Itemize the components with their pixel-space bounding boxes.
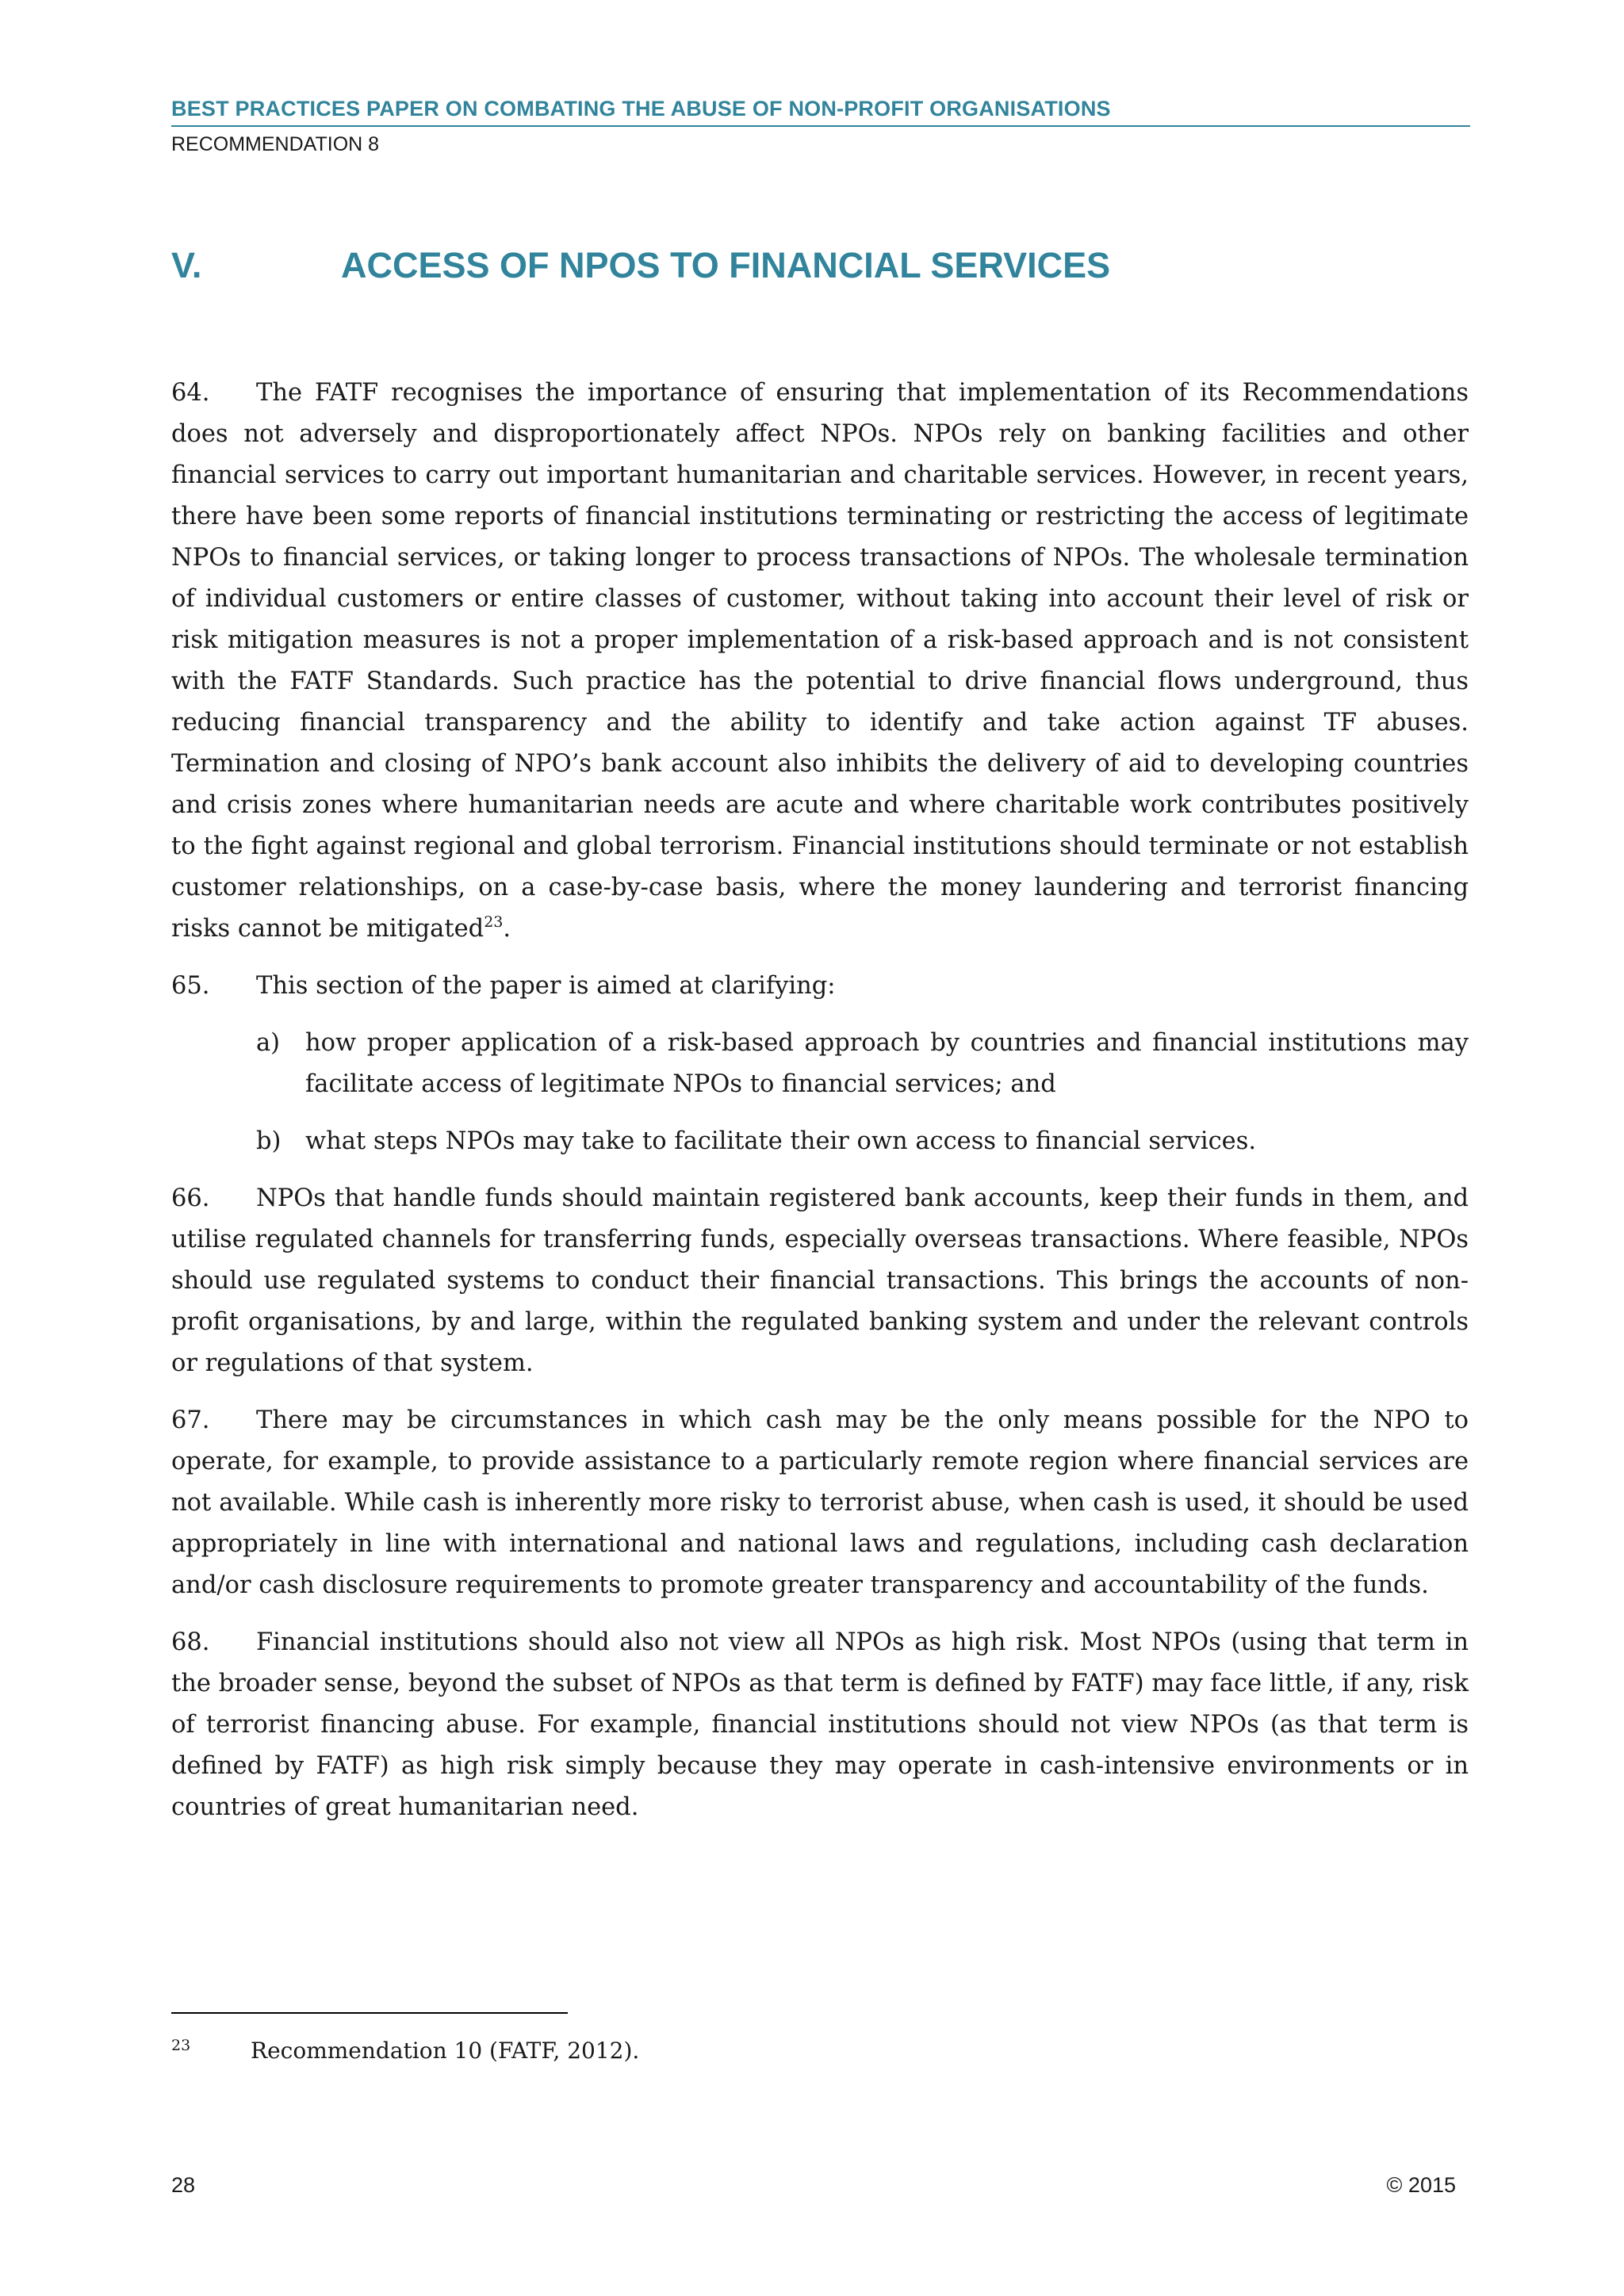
body-text (171, 373, 1469, 1844)
running-header (171, 95, 1470, 157)
paragraph-66 (171, 1178, 1469, 1384)
list-marker: a) (256, 1029, 281, 1057)
section-title: ACCESS OF NPOS TO FINANCIAL SERVICES (341, 245, 1111, 285)
paragraph-text: Financial institutions should also not view all NPOs as high risk. Most NPOs (using that term in the broader sense, beyond the subset of NPOs as that term is defined by FATF) may face little, if any, risk of terrorist financing abuse. For example, financial institutions should not view NPOs (as that term is defined by FATF) as high risk simply because they may operate in cash-intensive environments or in countries of great humanitarian need. (171, 1628, 1469, 1821)
paragraph-text: This section of the paper is aimed at clarifying: (256, 972, 836, 1000)
paragraph-67 (171, 1400, 1469, 1606)
list-item-a (171, 1023, 1469, 1105)
paragraph-68 (171, 1622, 1469, 1828)
paragraph-64 (171, 373, 1469, 950)
paragraph-number: 65. (171, 972, 210, 1000)
header-title: BEST PRACTICES PAPER ON COMBATING THE ABUSE OF NON-PROFIT ORGANISATIONS (171, 95, 1470, 127)
paragraph-number: 68. (171, 1628, 210, 1656)
paragraph-text: The FATF recognises the importance of ensuring that implementation of its Recommendations does not adversely and disproportionately affect NPOs. NPOs rely on banking facilities and other financial services to carry out important humanitarian and charitable services. However, in recent years, there have been some reports of financial institutions terminating or restricting the access of legitimate NPOs to financial services, or taking longer to process transactions of NPOs. The wholesale termination of individual customers or entire classes of customer, without taking into account their level of risk or risk mitigation measures is not a proper implementation of a risk-based approach and is not consistent with the FATF Standards. Such practice has the potential to drive financial flows underground, thus reducing financial transparency and the ability to identify and take action against TF abuses. Termination and closing of NPO’s bank account also inhibits the delivery of aid to developing countries and crisis zones where humanitarian needs are acute and where charitable work contributes positively to the fight against regional and global terrorism. Financial institutions should terminate or not establish customer relationships, on a case-by-case basis, where the money laundering and terrorist financing risks cannot be mitigated (171, 379, 1469, 943)
paragraph-number: 64. (171, 379, 210, 407)
footnote-number: 23 (171, 2037, 191, 2054)
footnote-text: Recommendation 10 (FATF, 2012). (251, 2038, 640, 2064)
section-heading (171, 242, 1472, 289)
paragraph-text: There may be circumstances in which cash may be the only means possible for the NPO to operate, for example, to provide assistance to a particularly remote region where financial services are not available. While cash is inherently more risky to terrorist abuse, when cash is used, it should be used appropriately in line with international and national laws and regulations, including cash declaration and/or cash disclosure requirements to promote greater transparency and accountability of the funds. (171, 1406, 1469, 1599)
header-subtitle: RECOMMENDATION 8 (171, 133, 380, 155)
list-item-text: what steps NPOs may take to facilitate their own access to financial services. (305, 1127, 1257, 1155)
footnote-separator (171, 2012, 568, 2014)
clarification-list (171, 1023, 1469, 1162)
paragraph-number: 66. (171, 1184, 210, 1212)
paragraph-number: 67. (171, 1406, 210, 1434)
page-number: 28 (171, 2173, 196, 2197)
footnote-reference[interactable]: 23 (484, 913, 504, 931)
section-number: V. (171, 245, 202, 285)
list-item-text: how proper application of a risk-based approach by countries and financial institutions may facilitate access of legitimate NPOs to financial services; and (305, 1029, 1469, 1098)
list-marker: b) (256, 1127, 282, 1155)
list-item-b (171, 1121, 1469, 1162)
paragraph-text: NPOs that handle funds should maintain registered bank accounts, keep their funds in them, and utilise regulated channels for transferring funds, especially overseas transactions. Where feasible, NPOs should use regulated systems to conduct their financial transactions. This brings the accounts of non-profit organisations, by and large, within the regulated banking system and under the relevant controls or regulations of that system. (171, 1184, 1469, 1377)
footnote (171, 2030, 1440, 2067)
paragraph-65 (171, 966, 1469, 1007)
paragraph-end: . (503, 915, 511, 943)
copyright-notice: © 2015 (1386, 2173, 1456, 2197)
